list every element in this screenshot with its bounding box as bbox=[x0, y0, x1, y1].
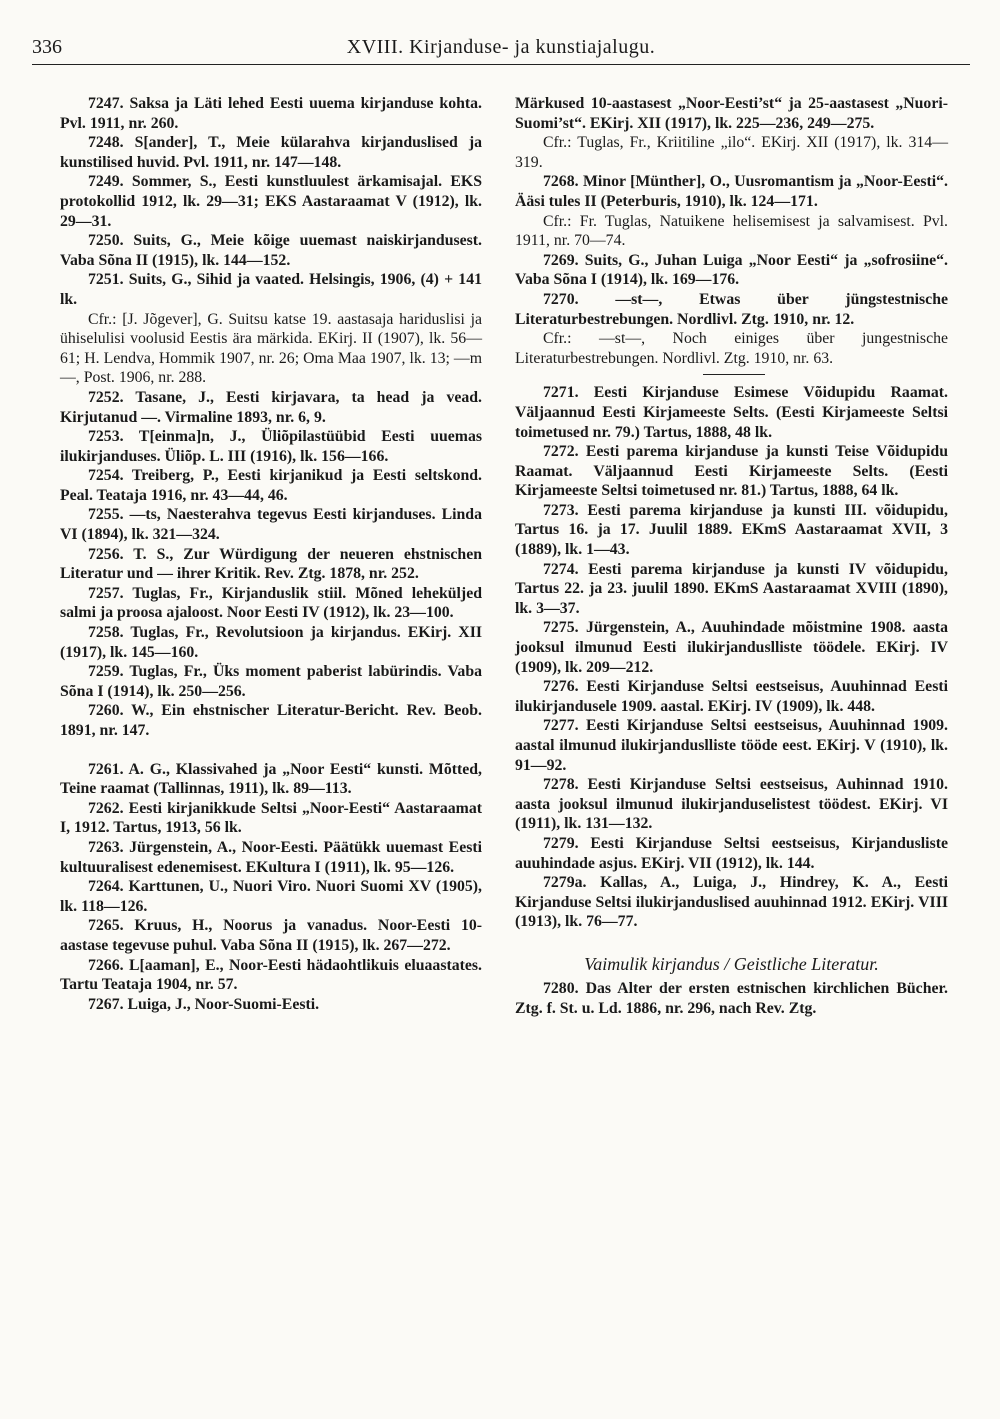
entry: 7270. —st—, Etwas über jüngstestnische Literaturbestrebungen. Nordlivl. Ztg. 1910, nr. 12. bbox=[515, 290, 948, 328]
entry: 7267. Luiga, J., Noor-Suomi-Eesti. bbox=[88, 995, 320, 1013]
cfr-note: Cfr.: [J. Jõgever], G. Suitsu katse 19. aastasaja hariduslisi ja ühiselulisi voolusid Eestis ära märkida. EKirj. II (1907), lk. 56—61; H. Lendva, Hommik 1907, nr. 26; Oma Maa 1907, lk. 13; —m—, Post. 1906, nr. 288. bbox=[60, 310, 482, 387]
entry: 7271. Eesti Kirjanduse Esimese Võidupidu Raamat. Väljaannud Eesti Kirjameeste Selts. (Eesti Kirjameeste Seltsi toimetused nr. 79.) Tartus, 1888, 48 lk. bbox=[515, 384, 948, 441]
entry: 7248. S[ander], T., Meie külarahva kirjanduslised ja kunstilised huvid. Pvl. 1911, nr. 147—148. bbox=[60, 134, 482, 171]
entry: 7259. Tuglas, Fr., Üks moment paberist labürindis. Vaba Sõna I (1914), lk. 250—256. bbox=[60, 663, 482, 700]
entry: 7247. Saksa ja Läti lehed Eesti uuema kirjanduse kohta. Pvl. 1911, nr. 260. bbox=[60, 95, 482, 132]
entry: 7249. Sommer, S., Eesti kunstluulest ärkamisajal. EKS protokollid 1912, lk. 29—31; EKS Aastaraamat V (1912), lk. 29—31. bbox=[60, 173, 482, 230]
cfr-note: Cfr.: Fr. Tuglas, Natuikene helisemisest ja salvamisest. Pvl. 1911, nr. 70—74. bbox=[515, 212, 948, 250]
entry: 7268. Minor [Münther], O., Uusromantism ja „Noor-Eesti“. Ääsi tules II (Peterburis, 1910), lk. 124—171. bbox=[515, 173, 948, 210]
entry: 7276. Eesti Kirjanduse Seltsi eestseisus, Auuhinnad Eesti ilukirjandusele 1909. aastal. EKirj. IV (1909), lk. 448. bbox=[515, 678, 948, 715]
entry: 7262. Eesti kirjanikkude Seltsi „Noor-Eesti“ Aastaraamat I, 1912. Tartus, 1913, 56 lk. bbox=[60, 799, 482, 837]
entry: 7256. T. S., Zur Würdigung der neueren ehstnischen Literatur und — ihrer Kritik. Rev. Ztg. 1878, nr. 252. bbox=[60, 545, 482, 583]
entry: 7274. Eesti parema kirjanduse ja kunsti IV võidupidu, Tartus 22. ja 23. juulil 1890. EKmS Aastaraamat XVIII (1890), lk. 3—37. bbox=[515, 560, 948, 617]
entry: 7255. —ts, Naesterahva tegevus Eesti kirjanduses. Linda VI (1894), lk. 321—324. bbox=[60, 506, 482, 544]
section-title: Vaimulik kirjandus / Geistliche Literatur. bbox=[584, 953, 879, 974]
page-header bbox=[32, 36, 970, 65]
entry: 7269. Suits, G., Juhan Luiga „Noor Eesti“ ja „sofrosiine“. Vaba Sõna I (1914), lk. 169—176. bbox=[515, 251, 948, 289]
running-head: XVIII. Kirjanduse- ja kunstiajalugu. bbox=[346, 36, 656, 58]
entry: 7258. Tuglas, Fr., Revolutsioon ja kirjandus. EKirj. XII (1917), lk. 145—160. bbox=[60, 624, 482, 661]
cfr-note: Cfr.: Tuglas, Fr., Kriitiline „ilo“. EKirj. XII (1917), lk. 314—319. bbox=[515, 134, 948, 171]
spacer bbox=[60, 741, 482, 760]
entry: 7279. Eesti Kirjanduse Seltsi eestseisus, Kirjandusliste auuhindade asjus. EKirj. VII (1912), lk. 144. bbox=[515, 834, 948, 872]
entry: 7280. Das Alter der ersten estnischen kirchlichen Bücher. Ztg. f. St. u. Ld. 1886, nr. 296, nach Rev. Ztg. bbox=[515, 979, 948, 1017]
entry: 7260. W., Ein ehstnischer Literatur-Bericht. Rev. Beob. 1891, nr. 147. bbox=[60, 702, 482, 739]
cfr-note: Cfr.: —st—, Noch einiges über jungestnische Literaturbestrebungen. Nordlivl. Ztg. 1910, nr. 63. bbox=[515, 330, 948, 367]
entry: 7254. Treiberg, P., Eesti kirjanikud ja Eesti seltskond. Peal. Teataja 1916, nr. 43—44, 46. bbox=[60, 467, 482, 504]
right-column bbox=[515, 94, 948, 1018]
entry: 7257. Tuglas, Fr., Kirjanduslik stiil. Mõned leheküljed salmi ja proosa ajaloost. Noor Eesti IV (1912), lk. 23—100. bbox=[60, 584, 482, 622]
left-column bbox=[60, 94, 482, 1014]
entry: 7279a. Kallas, A., Luiga, J., Hindrey, K. A., Eesti Kirjanduse Seltsi ilukirjanduslised auuhinnad 1912. EKirj. VIII (1913), lk. 76—77. bbox=[515, 874, 948, 931]
entry: 7277. Eesti Kirjanduse Seltsi eestseisus, Auuhinnad 1909. aastal ilmunud ilukirjanduslliste tööde eest. EKirj. V (1910), lk. 91—92. bbox=[515, 717, 948, 774]
entry: 7273. Eesti parema kirjanduse ja kunsti III. võidupidu, Tartus 16. ja 17. Juulil 1889. EKmS Aastaraamat XVII, 3 (1889), lk. 1—43. bbox=[515, 501, 948, 559]
entry: 7253. T[einma]n, J., Üliõpilastüübid Eesti uuemas ilukirjanduses. Üliõp. L. III (1916), lk. 156—166. bbox=[60, 428, 482, 465]
entry: 7261. A. G., Klassivahed ja „Noor Eesti“ kunsti. Mõtted, Teine raamat (Tallinnas, 1911), lk. 89—113. bbox=[60, 760, 482, 798]
entry: 7263. Jürgenstein, A., Noor-Eesti. Päätükk uuemast Eesti kultuuralisest edenemisest. EKultura I (1911), lk. 95—126. bbox=[60, 838, 482, 876]
entry-continuation: Märkused 10-aastasest „Noor-Eesti’st“ ja 25-aastasest „Nuori-Suomi’st“. EKirj. XII (1917), lk. 225—236, 249—275. bbox=[515, 95, 948, 132]
entry: 7252. Tasane, J., Eesti kirjavara, ta head ja vead. Kirjutanud —. Virmaline 1893, nr. 6, 9. bbox=[60, 388, 482, 426]
entry: 7264. Karttunen, U., Nuori Viro. Nuori Suomi XV (1905), lk. 118—126. bbox=[60, 878, 482, 915]
page-number: 336 bbox=[32, 36, 62, 58]
entry: 7265. Kruus, H., Noorus ja vanadus. Noor-Eesti 10-aastase tegevuse puhul. Vaba Sõna II (1915), lk. 267—272. bbox=[60, 917, 482, 954]
entry: 7275. Jürgenstein, A., Auuhindade mõistmine 1908. aasta jooksul ilmunud Eesti ilukirjanduslliste töödele. EKirj. IV (1909), lk. 209—212. bbox=[515, 619, 948, 676]
separator-rule bbox=[703, 374, 765, 375]
entry: 7278. Eesti Kirjanduse Seltsi eestseisus, Auhinnad 1910. aasta jooksul ilmunud ilukirjanduselistest töödest. EKirj. VI (1911), lk. 131—132. bbox=[515, 776, 948, 833]
entry: 7266. L[aaman], E., Noor-Eesti hädaohtlikuis eluaastates. Tartu Teataja 1904, nr. 57. bbox=[60, 956, 482, 994]
entry: 7272. Eesti parema kirjanduse ja kunsti Teise Võidupidu Raamat. Väljaannud Eesti Kirjameeste Selts. (Eesti Kirjameeste Seltsi toimetused nr. 81.) Tartus, 1888, 64 lk. bbox=[515, 443, 948, 500]
entry: 7250. Suits, G., Meie kõige uuemast naiskirjandusest. Vaba Sõna II (1915), lk. 144—152. bbox=[60, 232, 482, 269]
entry: 7251. Suits, G., Sihid ja vaated. Helsingis, 1906, (4) + 141 lk. bbox=[60, 271, 482, 308]
